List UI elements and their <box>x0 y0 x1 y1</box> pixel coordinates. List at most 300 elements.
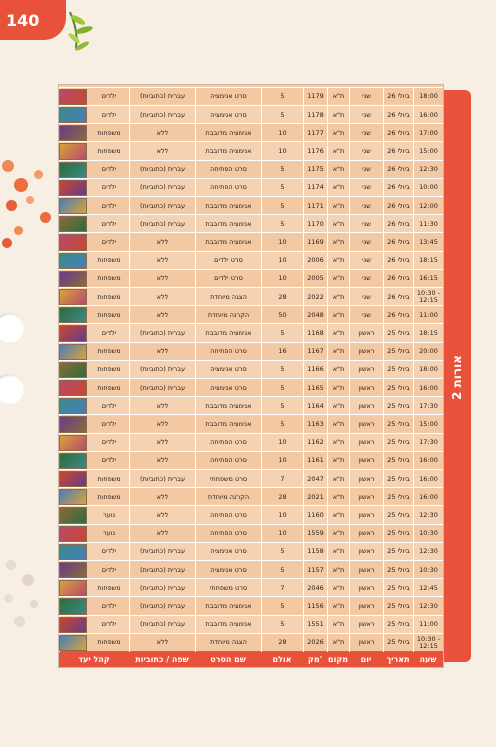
cell-audience: נוער <box>59 506 129 524</box>
table-row <box>59 396 443 414</box>
cell-hall: 5 <box>261 197 303 215</box>
cell-code: 1160 <box>303 506 327 524</box>
cell-lang: ללא <box>129 252 195 270</box>
cell-film: סרט הפתיחה <box>195 161 261 179</box>
cell-hall: 10 <box>261 142 303 160</box>
cell-lang: ללא <box>129 397 195 415</box>
binder-hole <box>0 313 24 343</box>
cell-code: 1176 <box>303 142 327 160</box>
cell-code: 2022 <box>303 288 327 306</box>
cell-film: אנימציה מדובבת <box>195 233 261 251</box>
table-row <box>59 596 443 614</box>
cell-hall: 5 <box>261 543 303 561</box>
cell-time: 10:30 - 12:15 <box>413 634 443 652</box>
cell-film: סרט אנימציה <box>195 106 261 124</box>
cell-time: 12:30 <box>413 506 443 524</box>
cell-day: ראשון <box>349 452 383 470</box>
cell-film: אנימציה מדובבת <box>195 197 261 215</box>
cell-audience: משפחות <box>59 306 129 324</box>
film-poster-thumbnail <box>59 143 87 159</box>
cell-code: 1157 <box>303 561 327 579</box>
cell-date: 25 ביולי <box>383 616 413 634</box>
cell-date: 26 ביולי <box>383 142 413 160</box>
cell-code: 2021 <box>303 488 327 506</box>
cell-day: שני <box>349 215 383 233</box>
cell-code: 1161 <box>303 452 327 470</box>
cell-place: ת"א <box>327 434 349 452</box>
cell-time: 17:30 <box>413 397 443 415</box>
cell-hall: 10 <box>261 270 303 288</box>
cell-time: 11:00 <box>413 306 443 324</box>
cell-time: 16:00 <box>413 106 443 124</box>
cell-time: 16:00 <box>413 379 443 397</box>
cell-hall: 5 <box>261 324 303 342</box>
cell-date: 26 ביולי <box>383 252 413 270</box>
cell-date: 26 ביולי <box>383 306 413 324</box>
cell-place: ת"א <box>327 233 349 251</box>
cell-film: סרט ילדים <box>195 270 261 288</box>
cell-hall: 28 <box>261 634 303 652</box>
cell-lang: עברית (כתוביות) <box>129 597 195 615</box>
cell-hall: 10 <box>261 525 303 543</box>
decor-dot <box>22 574 34 586</box>
cell-date: 26 ביולי <box>383 233 413 251</box>
table-row <box>59 196 443 214</box>
cell-date: 25 ביולי <box>383 452 413 470</box>
cell-date: 25 ביולי <box>383 379 413 397</box>
cell-day: שני <box>349 179 383 197</box>
cell-code: 2006 <box>303 252 327 270</box>
cell-day: ראשון <box>349 470 383 488</box>
table-row <box>59 524 443 542</box>
cell-lang: ללא <box>129 634 195 652</box>
cell-day: שני <box>349 142 383 160</box>
decor-dot <box>30 600 38 608</box>
cell-lang: עברית (כתוביות) <box>129 215 195 233</box>
cell-film: אנימציה מדובבת <box>195 215 261 233</box>
table-row <box>59 469 443 487</box>
cell-day: ראשון <box>349 579 383 597</box>
column-header-hall: אולם <box>272 654 292 664</box>
cell-place: ת"א <box>327 197 349 215</box>
cell-date: 26 ביולי <box>383 88 413 106</box>
cell-date: 25 ביולי <box>383 597 413 615</box>
cell-day: ראשון <box>349 543 383 561</box>
film-poster-thumbnail <box>59 598 87 614</box>
decor-dot <box>2 238 12 248</box>
decor-dot <box>26 196 34 204</box>
cell-place: ת"א <box>327 142 349 160</box>
cell-hall: 7 <box>261 579 303 597</box>
film-poster-thumbnail <box>59 435 87 451</box>
cell-lang: עברית (כתוביות) <box>129 106 195 124</box>
cell-audience: משפחות <box>59 488 129 506</box>
cell-place: ת"א <box>327 306 349 324</box>
cell-place: ת"א <box>327 470 349 488</box>
cell-audience: ילדים <box>59 106 129 124</box>
cell-hall: 5 <box>261 597 303 615</box>
table-row <box>59 451 443 469</box>
cell-film: סרט הפתיחה <box>195 434 261 452</box>
column-header-film: שם הסרט <box>210 654 246 664</box>
cell-film: הצגה מיוחדת <box>195 634 261 652</box>
table-row <box>59 87 443 105</box>
cell-time: 16:00 <box>413 452 443 470</box>
cell-time: 16:15 <box>413 270 443 288</box>
cell-code: 1168 <box>303 324 327 342</box>
cell-code: 1171 <box>303 197 327 215</box>
decor-dot <box>14 616 25 627</box>
cell-day: שני <box>349 252 383 270</box>
cell-hall: 5 <box>261 161 303 179</box>
cell-code: 1165 <box>303 379 327 397</box>
table-row <box>59 433 443 451</box>
cell-code: 1158 <box>303 543 327 561</box>
cell-place: ת"א <box>327 415 349 433</box>
cell-day: ראשון <box>349 561 383 579</box>
cell-date: 26 ביולי <box>383 270 413 288</box>
cell-day: שני <box>349 161 383 179</box>
film-poster-thumbnail <box>59 380 87 396</box>
table-row <box>59 505 443 523</box>
cell-time: 12:30 <box>413 543 443 561</box>
cell-time: 10:00 <box>413 179 443 197</box>
cell-hall: 10 <box>261 233 303 251</box>
cell-audience: ילדים <box>59 397 129 415</box>
cell-lang: עברית (כתוביות) <box>129 616 195 634</box>
cell-place: ת"א <box>327 543 349 561</box>
cell-hall: 5 <box>261 106 303 124</box>
cell-day: ראשון <box>349 379 383 397</box>
cell-audience: ילדים <box>59 88 129 106</box>
cell-date: 26 ביולי <box>383 215 413 233</box>
cell-lang: ללא <box>129 506 195 524</box>
cell-film: סרט הפתיחה <box>195 452 261 470</box>
cell-date: 25 ביולי <box>383 543 413 561</box>
film-poster-thumbnail <box>59 398 87 414</box>
cell-day: שני <box>349 288 383 306</box>
film-poster-thumbnail <box>59 289 87 305</box>
film-poster-thumbnail <box>59 344 87 360</box>
film-poster-thumbnail <box>59 325 87 341</box>
cell-day: ראשון <box>349 634 383 652</box>
cell-day: ראשון <box>349 415 383 433</box>
cell-film: סרט ילדים <box>195 252 261 270</box>
table-row <box>59 560 443 578</box>
cell-hall: 10 <box>261 506 303 524</box>
cell-audience: ילדים <box>59 452 129 470</box>
cell-day: שני <box>349 270 383 288</box>
cell-time: 18:15 <box>413 252 443 270</box>
cell-hall: 5 <box>261 397 303 415</box>
cell-day: ראשון <box>349 616 383 634</box>
cell-lang: ללא <box>129 288 195 306</box>
cell-hall: 28 <box>261 288 303 306</box>
binder-hole <box>0 374 24 404</box>
film-poster-thumbnail <box>59 471 87 487</box>
film-poster-thumbnail <box>59 635 87 651</box>
cell-audience: ילדים <box>59 233 129 251</box>
column-header-time: שעה <box>419 654 437 664</box>
cell-lang: ללא <box>129 124 195 142</box>
table-row <box>59 378 443 396</box>
cell-date: 26 ביולי <box>383 197 413 215</box>
cell-hall: 5 <box>261 361 303 379</box>
column-header-lang: שפה / כתוביות <box>135 654 189 664</box>
cell-audience: ילדים <box>59 179 129 197</box>
cell-day: ראשון <box>349 506 383 524</box>
cell-lang: ללא <box>129 306 195 324</box>
cell-audience: ילדים <box>59 597 129 615</box>
cell-date: 25 ביולי <box>383 506 413 524</box>
cell-place: ת"א <box>327 106 349 124</box>
decor-dot <box>34 170 43 179</box>
cell-day: ראשון <box>349 434 383 452</box>
cell-film: סרט הפתיחה <box>195 343 261 361</box>
cell-lang: עברית (כתוביות) <box>129 88 195 106</box>
cell-film: סרט אנימציה <box>195 543 261 561</box>
cell-date: 26 ביולי <box>383 161 413 179</box>
cell-date: 25 ביולי <box>383 397 413 415</box>
cell-time: 12:00 <box>413 197 443 215</box>
cell-audience: משפחות <box>59 343 129 361</box>
cell-film: אנימציה מדובבת <box>195 616 261 634</box>
cell-audience: ילדים <box>59 434 129 452</box>
film-poster-thumbnail <box>59 89 87 105</box>
cell-day: שני <box>349 124 383 142</box>
table-row <box>59 251 443 269</box>
cell-date: 25 ביולי <box>383 525 413 543</box>
cell-place: ת"א <box>327 506 349 524</box>
cell-place: ת"א <box>327 379 349 397</box>
cell-code: 1162 <box>303 434 327 452</box>
decor-dot <box>14 178 28 192</box>
cell-day: ראשון <box>349 343 383 361</box>
film-poster-thumbnail <box>59 489 87 505</box>
column-header-place: מקום <box>328 654 348 664</box>
film-poster-thumbnail <box>59 362 87 378</box>
cell-code: 1156 <box>303 597 327 615</box>
cell-film: סרט משפחתי <box>195 579 261 597</box>
cell-hall: 10 <box>261 124 303 142</box>
cell-code: 2005 <box>303 270 327 288</box>
cell-date: 26 ביולי <box>383 124 413 142</box>
table-row <box>59 487 443 505</box>
decor-dot <box>6 560 16 570</box>
table-row <box>59 105 443 123</box>
cell-film: אנימציה מדובבת <box>195 142 261 160</box>
cell-code: 1163 <box>303 415 327 433</box>
table-row <box>59 414 443 432</box>
cell-hall: 5 <box>261 379 303 397</box>
cell-place: ת"א <box>327 161 349 179</box>
cell-place: ת"א <box>327 343 349 361</box>
cell-hall: 28 <box>261 488 303 506</box>
cell-hall: 5 <box>261 179 303 197</box>
cell-film: הקרנה מיוחדת <box>195 306 261 324</box>
cell-day: ראשון <box>349 397 383 415</box>
cell-code: 2047 <box>303 470 327 488</box>
cell-film: אנימציה מדובבת <box>195 415 261 433</box>
cell-time: 11:30 <box>413 215 443 233</box>
cell-audience: משפחות <box>59 252 129 270</box>
cell-hall: 7 <box>261 470 303 488</box>
cell-date: 26 ביולי <box>383 106 413 124</box>
cell-film: סרט אנימציה <box>195 361 261 379</box>
table-row <box>59 360 443 378</box>
cell-place: ת"א <box>327 525 349 543</box>
cell-time: 11:00 <box>413 616 443 634</box>
cell-hall: 10 <box>261 252 303 270</box>
cell-time: 18:00 <box>413 88 443 106</box>
cell-lang: ללא <box>129 434 195 452</box>
cell-film: סרט הפתיחה <box>195 179 261 197</box>
cell-place: ת"א <box>327 561 349 579</box>
cell-lang: עברית (כתוביות) <box>129 324 195 342</box>
cell-day: שני <box>349 306 383 324</box>
cell-place: ת"א <box>327 361 349 379</box>
table-row <box>59 232 443 250</box>
cell-day: ראשון <box>349 488 383 506</box>
film-poster-thumbnail <box>59 271 87 287</box>
cell-time: 12:45 <box>413 579 443 597</box>
cell-audience: משפחות <box>59 288 129 306</box>
cell-time: 15:00 <box>413 415 443 433</box>
cell-date: 25 ביולי <box>383 361 413 379</box>
cell-film: סרט הפתיחה <box>195 506 261 524</box>
decor-dot <box>4 594 13 603</box>
screening-table <box>58 84 444 668</box>
cell-day: ראשון <box>349 324 383 342</box>
plant-decoration-icon <box>64 8 98 68</box>
cell-code: 1559 <box>303 525 327 543</box>
cell-time: 18:00 <box>413 361 443 379</box>
cell-code: 2026 <box>303 634 327 652</box>
film-poster-thumbnail <box>59 180 87 196</box>
cell-time: 12:30 <box>413 597 443 615</box>
cell-lang: ללא <box>129 488 195 506</box>
decor-dot <box>2 160 14 172</box>
cell-code: 1177 <box>303 124 327 142</box>
cell-film: אנימציה מדובבת <box>195 124 261 142</box>
cell-date: 25 ביולי <box>383 634 413 652</box>
cell-lang: עברית (כתוביות) <box>129 361 195 379</box>
decor-dot <box>14 226 23 235</box>
cell-film: סרט אנימציה <box>195 88 261 106</box>
cell-code: 1174 <box>303 179 327 197</box>
table-row <box>59 342 443 360</box>
cell-code: 1170 <box>303 215 327 233</box>
section-label: 2 אורות <box>450 355 464 401</box>
cell-code: 1167 <box>303 343 327 361</box>
cell-audience: ילדים <box>59 561 129 579</box>
cell-day: ראשון <box>349 597 383 615</box>
film-poster-thumbnail <box>59 580 87 596</box>
cell-hall: 5 <box>261 561 303 579</box>
cell-lang: ללא <box>129 142 195 160</box>
cell-audience: ילדים <box>59 215 129 233</box>
cell-date: 25 ביולי <box>383 579 413 597</box>
film-poster-thumbnail <box>59 107 87 123</box>
cell-code: 2048 <box>303 306 327 324</box>
cell-audience: משפחות <box>59 361 129 379</box>
table-row <box>59 269 443 287</box>
cell-audience: ילדים <box>59 543 129 561</box>
cell-film: סרט אנימציה <box>195 379 261 397</box>
cell-film: אנימציה מדובבת <box>195 397 261 415</box>
film-poster-thumbnail <box>59 562 87 578</box>
cell-day: שני <box>349 88 383 106</box>
cell-day: ראשון <box>349 525 383 543</box>
cell-day: שני <box>349 106 383 124</box>
page-number: 140 <box>6 10 40 30</box>
cell-place: ת"א <box>327 270 349 288</box>
cell-audience: משפחות <box>59 124 129 142</box>
film-poster-thumbnail <box>59 307 87 323</box>
cell-lang: ללא <box>129 452 195 470</box>
cell-time: 16:00 <box>413 470 443 488</box>
cell-time: 13:45 <box>413 233 443 251</box>
table-row <box>59 123 443 141</box>
cell-lang: ללא <box>129 525 195 543</box>
cell-place: ת"א <box>327 488 349 506</box>
cell-audience: משפחות <box>59 142 129 160</box>
cell-lang: עברית (כתוביות) <box>129 579 195 597</box>
film-poster-thumbnail <box>59 125 87 141</box>
cell-lang: עברית (כתוביות) <box>129 197 195 215</box>
cell-place: ת"א <box>327 252 349 270</box>
table-row <box>59 178 443 196</box>
cell-code: 1178 <box>303 106 327 124</box>
cell-lang: עברית (כתוביות) <box>129 161 195 179</box>
cell-code: 2046 <box>303 579 327 597</box>
column-header-code: מק' <box>307 654 323 664</box>
cell-place: ת"א <box>327 597 349 615</box>
column-header-audience: קהל יעד <box>78 654 110 664</box>
film-poster-thumbnail <box>59 544 87 560</box>
column-header-date: תאריך <box>386 654 410 664</box>
film-poster-thumbnail <box>59 198 87 214</box>
cell-place: ת"א <box>327 616 349 634</box>
cell-lang: עברית (כתוביות) <box>129 543 195 561</box>
cell-audience: משפחות <box>59 470 129 488</box>
cell-place: ת"א <box>327 452 349 470</box>
cell-film: הצגה מיוחדת <box>195 288 261 306</box>
cell-time: 20:00 <box>413 343 443 361</box>
cell-hall: 10 <box>261 452 303 470</box>
table-row <box>59 160 443 178</box>
film-poster-thumbnail <box>59 216 87 232</box>
film-poster-thumbnail <box>59 617 87 633</box>
cell-time: 17:30 <box>413 434 443 452</box>
table-row <box>59 615 443 633</box>
cell-place: ת"א <box>327 324 349 342</box>
cell-date: 25 ביולי <box>383 415 413 433</box>
cell-place: ת"א <box>327 88 349 106</box>
film-poster-thumbnail <box>59 253 87 269</box>
cell-film: סרט אנימציה <box>195 561 261 579</box>
cell-date: 25 ביולי <box>383 343 413 361</box>
film-poster-thumbnail <box>59 234 87 250</box>
cell-lang: ללא <box>129 233 195 251</box>
cell-day: שני <box>349 197 383 215</box>
cell-lang: ללא <box>129 343 195 361</box>
cell-time: 12:30 <box>413 161 443 179</box>
cell-code: 1175 <box>303 161 327 179</box>
cell-place: ת"א <box>327 634 349 652</box>
decor-dot <box>40 212 51 223</box>
cell-time: 15:00 <box>413 142 443 160</box>
